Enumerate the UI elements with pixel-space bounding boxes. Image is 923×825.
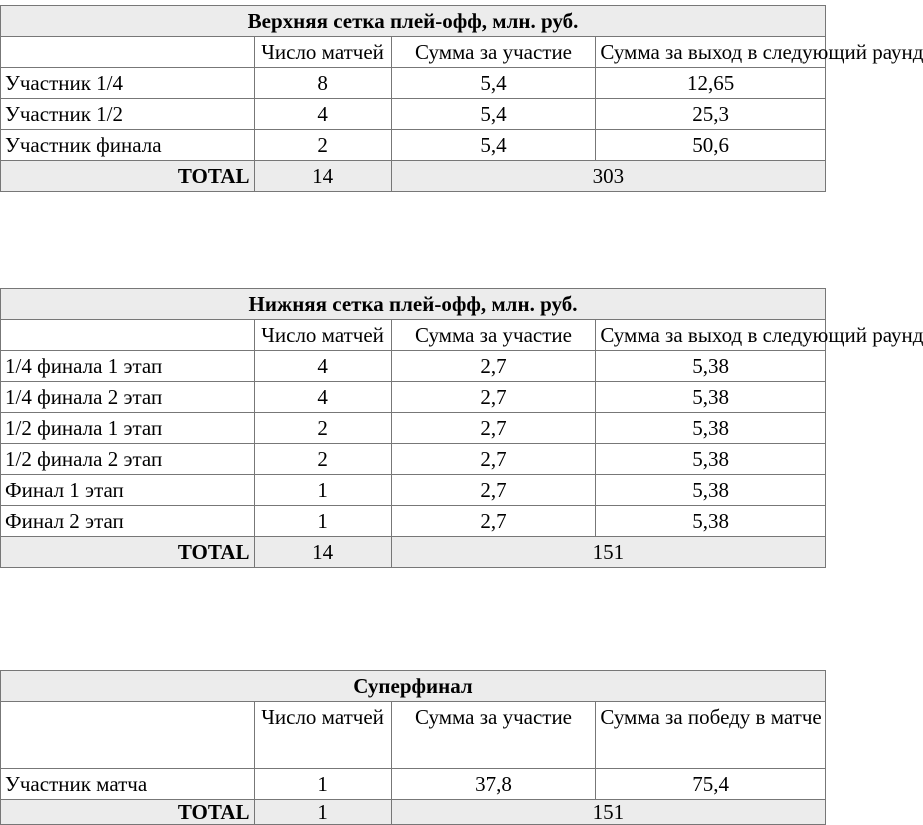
row-label: Финал 1 этап <box>1 475 255 506</box>
row-label: 1/4 финала 2 этап <box>1 382 255 413</box>
row-matches: 1 <box>254 506 391 537</box>
row-participation: 37,8 <box>391 769 596 800</box>
header-participation-sum: Сумма за участие <box>391 702 596 769</box>
row-label: Участник матча <box>1 769 255 800</box>
row-label: 1/2 финала 2 этап <box>1 444 255 475</box>
row-participation: 2,7 <box>391 506 596 537</box>
row-win: 75,4 <box>596 769 826 800</box>
table-title: Верхняя сетка плей-офф, млн. руб. <box>1 6 826 37</box>
row-next-round: 12,65 <box>596 68 826 99</box>
header-next-round-sum: Сумма за выход в следующий раунд <box>596 37 826 68</box>
row-label: Участник финала <box>1 130 255 161</box>
row-matches: 2 <box>254 413 391 444</box>
row-label: 1/4 финала 1 этап <box>1 351 255 382</box>
header-cell-empty <box>1 320 255 351</box>
row-participation: 5,4 <box>391 130 596 161</box>
header-row <box>1 320 826 351</box>
total-row <box>1 537 826 568</box>
row-next-round: 5,38 <box>596 444 826 475</box>
header-matches: Число матчей <box>254 702 391 769</box>
row-label: 1/2 финала 1 этап <box>1 413 255 444</box>
row-matches: 4 <box>254 99 391 130</box>
header-cell-empty <box>1 37 255 68</box>
row-next-round: 5,38 <box>596 382 826 413</box>
row-matches: 4 <box>254 382 391 413</box>
row-participation: 5,4 <box>391 99 596 130</box>
superfinal-table <box>0 670 826 825</box>
row-participation: 5,4 <box>391 68 596 99</box>
row-participation: 2,7 <box>391 382 596 413</box>
table-row <box>1 444 826 475</box>
row-next-round: 25,3 <box>596 99 826 130</box>
row-next-round: 5,38 <box>596 475 826 506</box>
row-matches: 1 <box>254 769 391 800</box>
row-next-round: 50,6 <box>596 130 826 161</box>
total-sum: 151 <box>391 537 825 568</box>
table-title: Нижняя сетка плей-офф, млн. руб. <box>1 289 826 320</box>
table-row <box>1 475 826 506</box>
row-next-round: 5,38 <box>596 506 826 537</box>
total-sum: 303 <box>391 161 825 192</box>
total-sum: 151 <box>391 800 825 825</box>
lower-bracket-table <box>0 288 923 568</box>
row-matches: 1 <box>254 475 391 506</box>
row-participation: 2,7 <box>391 444 596 475</box>
header-matches: Число матчей <box>254 320 391 351</box>
header-participation-sum: Сумма за участие <box>391 37 596 68</box>
table-row <box>1 413 826 444</box>
table-title-row <box>1 6 826 37</box>
table-row <box>1 130 826 161</box>
total-label: TOTAL <box>1 537 255 568</box>
total-matches: 14 <box>254 537 391 568</box>
table-row <box>1 506 826 537</box>
row-matches: 2 <box>254 444 391 475</box>
total-matches: 1 <box>254 800 391 825</box>
table-row <box>1 68 826 99</box>
header-row <box>1 37 826 68</box>
table-row <box>1 769 826 800</box>
total-matches: 14 <box>254 161 391 192</box>
header-row <box>1 702 826 769</box>
row-label: Финал 2 этап <box>1 506 255 537</box>
upper-bracket-table <box>0 5 923 192</box>
table-row <box>1 99 826 130</box>
table-title-row <box>1 671 826 702</box>
header-win-sum: Сумма за победу в матче <box>596 702 826 769</box>
header-cell-empty <box>1 702 255 769</box>
total-row <box>1 800 826 825</box>
total-label: TOTAL <box>1 161 255 192</box>
row-participation: 2,7 <box>391 351 596 382</box>
total-row <box>1 161 826 192</box>
header-next-round-sum: Сумма за выход в следующий раунд <box>596 320 826 351</box>
row-matches: 4 <box>254 351 391 382</box>
total-label: TOTAL <box>1 800 255 825</box>
row-matches: 2 <box>254 130 391 161</box>
header-participation-sum: Сумма за участие <box>391 320 596 351</box>
row-label: Участник 1/4 <box>1 68 255 99</box>
header-matches: Число матчей <box>254 37 391 68</box>
table-row <box>1 382 826 413</box>
row-participation: 2,7 <box>391 475 596 506</box>
table-row <box>1 351 826 382</box>
row-next-round: 5,38 <box>596 413 826 444</box>
table-title-row <box>1 289 826 320</box>
table-title: Суперфинал <box>1 671 826 702</box>
row-label: Участник 1/2 <box>1 99 255 130</box>
row-matches: 8 <box>254 68 391 99</box>
row-next-round: 5,38 <box>596 351 826 382</box>
row-participation: 2,7 <box>391 413 596 444</box>
